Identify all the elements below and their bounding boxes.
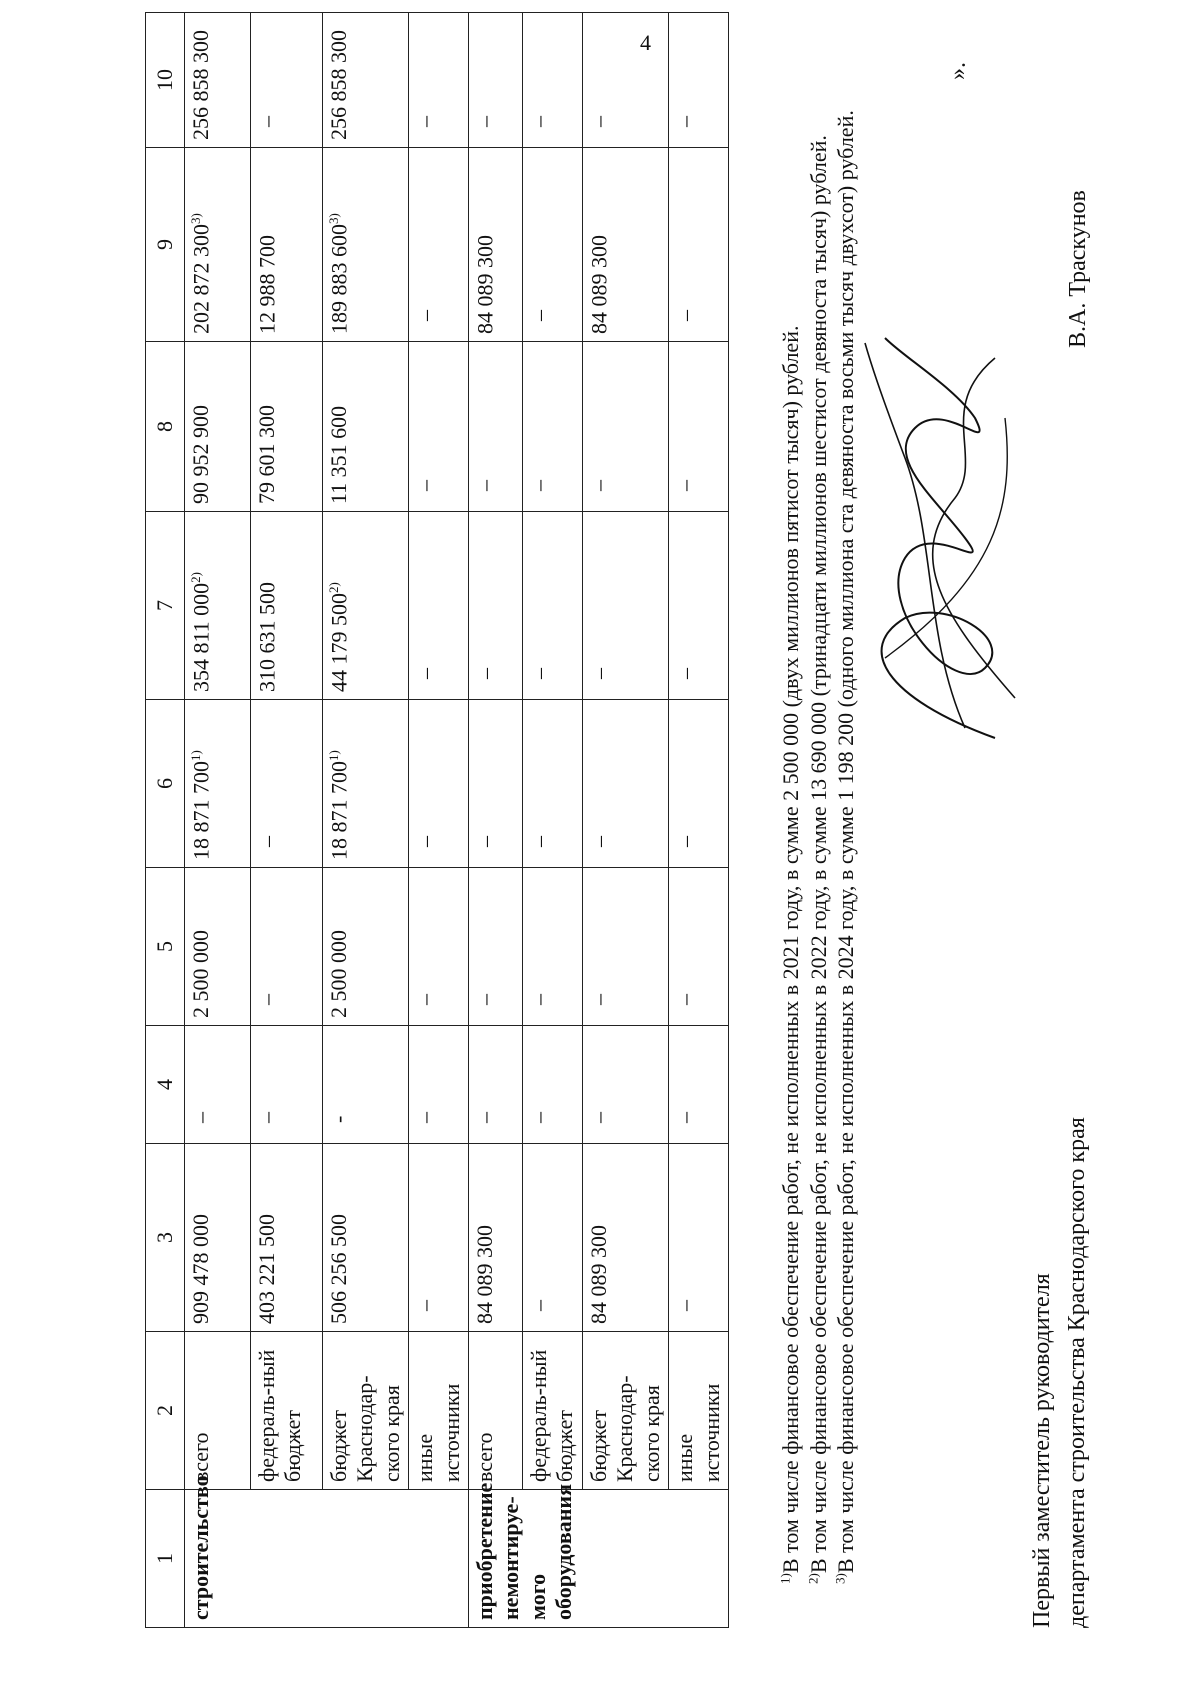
table-cell-c3: [185, 1144, 251, 1332]
footnote: [832, 13, 860, 1628]
table-row: [522, 13, 582, 1628]
table-cell-c3: [669, 1144, 729, 1332]
table-cell-c10: [409, 13, 469, 148]
expense-category: приобретение немонтируе-мого оборудования: [468, 1490, 728, 1628]
table-cell-c9: [185, 148, 251, 342]
funding-source: бюджет Краснодар-ского края: [323, 1332, 409, 1490]
column-number-header: 2: [146, 1332, 185, 1490]
table-cell-c8: [251, 342, 323, 512]
footnote-text: В том числе финансовое обеспечение работ, не исполненных в 2024 году, в сумме 1 198 200 (одного миллиона ста девяноста восьми тысяч двухсот) рублей.: [833, 110, 858, 1574]
cell-value: –: [254, 1112, 279, 1123]
cell-value: –: [525, 1112, 551, 1123]
page-number: 4: [640, 30, 651, 55]
cell-value: –: [412, 668, 438, 679]
cell-value: –: [586, 668, 612, 679]
table-row: [669, 13, 729, 1628]
table-cell-c10: [251, 13, 323, 148]
column-number-header: 4: [146, 1026, 185, 1144]
cell-value: –: [412, 1112, 438, 1123]
cell-value: –: [585, 116, 611, 127]
cell-value: –: [672, 116, 698, 127]
table-cell-c10: [669, 13, 729, 148]
cell-value: 909 478 000: [188, 1214, 213, 1324]
cell-value: –: [472, 836, 498, 847]
table-cell-c6: [409, 700, 469, 868]
table-cell-c7: [669, 512, 729, 700]
table-cell-c7: [251, 512, 323, 700]
rotated-page-content: [145, 13, 1175, 1628]
table-cell-c10: [323, 13, 409, 148]
table-cell-c9: [468, 148, 522, 342]
table-cell-c5: [323, 868, 409, 1026]
footnote-mark: 2): [805, 1573, 821, 1584]
cell-value: –: [672, 836, 698, 847]
cell-value: –: [471, 480, 497, 491]
column-number-header: 9: [146, 148, 185, 342]
funding-source: всего: [468, 1332, 522, 1490]
footnote-mark: 1): [777, 1573, 793, 1584]
cell-value: –: [672, 1112, 698, 1123]
cell-value: –: [586, 836, 612, 847]
table-cell-c6: [185, 700, 251, 868]
cell-value: 90 952 900: [188, 405, 213, 504]
table-cell-c10: [582, 13, 668, 148]
funding-source: иные источники: [409, 1332, 469, 1490]
cell-value: 2 500 000: [326, 930, 351, 1018]
table-cell-c10: [468, 13, 522, 148]
cell-value: –: [525, 994, 551, 1005]
cell-value: –: [525, 1300, 551, 1311]
cell-value: –: [526, 668, 552, 679]
table-cell-c8: [468, 342, 522, 512]
cell-value: –: [525, 480, 551, 491]
table-cell-c4: [251, 1026, 323, 1144]
table-cell-c9: [669, 148, 729, 342]
footnote-ref: 1): [326, 750, 341, 761]
closing-quote: ».: [945, 62, 971, 80]
table-cell-c4: [669, 1026, 729, 1144]
table-cell-c7: [522, 512, 582, 700]
handwritten-signature: [845, 328, 1035, 758]
table-cell-c9: [409, 148, 469, 342]
table-row: [468, 13, 522, 1628]
cell-value: –: [254, 836, 280, 847]
table-cell-c6: [251, 700, 323, 868]
cell-value: –: [472, 668, 498, 679]
cell-value: 84 089 300: [585, 1225, 611, 1324]
table-cell-c3: [409, 1144, 469, 1332]
footnote-text: В том числе финансовое обеспечение работ, не исполненных в 2022 году, в сумме 13 690 000 (тринадцати миллионов шестисот девяноста тысяч) рублей.: [805, 135, 831, 1574]
cell-value: –: [672, 1300, 698, 1311]
table-cell-c9: [522, 148, 582, 342]
footnote: [777, 13, 805, 1628]
table-cell-c3: [468, 1144, 522, 1332]
footnote-ref: 3): [188, 213, 203, 224]
signatory-position-line-2: департамента строительства Краснодарского края: [1063, 1117, 1090, 1628]
footnote-ref: 2): [326, 582, 341, 593]
table-cell-c7: [323, 512, 409, 700]
column-number-header: 5: [146, 868, 185, 1026]
table-cell-c5: [185, 868, 251, 1026]
table-cell-c8: [409, 342, 469, 512]
table-cell-c7: [409, 512, 469, 700]
table-cell-c6: [522, 700, 582, 868]
cell-value: –: [188, 1112, 213, 1123]
table-cell-c6: [582, 700, 668, 868]
table-cell-c6: [323, 700, 409, 868]
cell-value: 12 988 700: [254, 235, 280, 334]
signatory-position-line-1: Первый заместитель руководителя: [1029, 1273, 1055, 1628]
funding-source: всего: [185, 1332, 251, 1490]
cell-value: –: [526, 836, 552, 847]
footnotes: [777, 13, 860, 1628]
table-cell-c4: [582, 1026, 668, 1144]
footnote-ref: 2): [188, 571, 203, 583]
table-cell-c7: [582, 512, 668, 700]
cell-value: 2 500 000: [188, 930, 213, 1018]
cell-value: –: [672, 668, 698, 679]
cell-value: –: [471, 1112, 497, 1123]
table-cell-c7: [185, 512, 251, 700]
table-cell-c6: [468, 700, 522, 868]
expense-category: строительство: [185, 1490, 469, 1628]
cell-value: 403 221 500: [254, 1214, 279, 1324]
cell-value: 256 858 300: [188, 30, 213, 140]
table-header-row: [146, 13, 185, 1628]
cell-value: –: [412, 836, 438, 847]
table-cell-c5: [522, 868, 582, 1026]
table-cell-c4: [323, 1026, 409, 1144]
cell-value: –: [526, 310, 552, 321]
table-row: [582, 13, 668, 1628]
footnote-ref: 1): [188, 750, 203, 761]
table-cell-c4: [468, 1026, 522, 1144]
column-number-header: 10: [146, 13, 185, 148]
column-number-header: 7: [146, 512, 185, 700]
table-row: [323, 13, 409, 1628]
cell-value: –: [412, 1300, 438, 1311]
table-cell-c5: [251, 868, 323, 1026]
table-cell-c8: [323, 342, 409, 512]
table-cell-c3: [582, 1144, 668, 1332]
table-cell-c8: [582, 342, 668, 512]
table-cell-c5: [468, 868, 522, 1026]
table-cell-c3: [251, 1144, 323, 1332]
cell-value: –: [254, 116, 279, 127]
column-number-header: 3: [146, 1144, 185, 1332]
table-cell-c8: [522, 342, 582, 512]
cell-value: 202 872 300: [188, 224, 214, 334]
table-cell-c4: [522, 1026, 582, 1144]
table-cell-c5: [669, 868, 729, 1026]
table-cell-c5: [582, 868, 668, 1026]
table-row: [251, 13, 323, 1628]
cell-value: –: [525, 116, 551, 127]
cell-value: –: [254, 994, 279, 1005]
signatory-position: [1025, 1117, 1095, 1628]
cell-value: 18 871 700: [326, 761, 352, 860]
table-cell-c10: [522, 13, 582, 148]
cell-value: 84 089 300: [472, 235, 498, 334]
column-number-header: 8: [146, 342, 185, 512]
table-cell-c4: [185, 1026, 251, 1144]
table-cell-c4: [409, 1026, 469, 1144]
cell-value: 256 858 300: [326, 30, 351, 140]
table-cell-c6: [669, 700, 729, 868]
table-cell-c9: [323, 148, 409, 342]
cell-value: –: [585, 994, 611, 1005]
cell-value: –: [471, 116, 497, 127]
footnote-mark: 3): [832, 1573, 848, 1584]
cell-value: 18 871 700: [188, 761, 214, 860]
table-row: [409, 13, 469, 1628]
footnote: [805, 13, 833, 1628]
table-cell-c3: [323, 1144, 409, 1332]
table-cell-c8: [669, 342, 729, 512]
cell-value: 11 351 600: [326, 405, 351, 504]
cell-value: –: [672, 310, 698, 321]
cell-value: 84 089 300: [586, 235, 612, 334]
cell-value: –: [585, 480, 611, 491]
table-row: [185, 13, 251, 1628]
cell-value: -: [326, 1115, 351, 1123]
cell-value: –: [672, 480, 698, 491]
column-number-header: 6: [146, 700, 185, 868]
cell-value: –: [412, 480, 438, 491]
table-cell-c9: [582, 148, 668, 342]
footnote-ref: 3): [326, 213, 341, 224]
cell-value: –: [412, 310, 438, 321]
financing-table: [145, 12, 729, 1628]
cell-value: –: [412, 994, 438, 1005]
cell-value: 189 883 600: [326, 224, 352, 334]
signatory-name: В.А. Траскунов: [1065, 190, 1091, 348]
table-cell-c7: [468, 512, 522, 700]
cell-value: 506 256 500: [326, 1214, 351, 1324]
cell-value: 79 601 300: [254, 405, 279, 504]
cell-value: 44 179 500: [326, 593, 352, 692]
cell-value: –: [471, 994, 497, 1005]
cell-value: –: [412, 116, 438, 127]
table-cell-c8: [185, 342, 251, 512]
funding-source: бюджет Краснодар-ского края: [582, 1332, 668, 1490]
cell-value: –: [585, 1112, 611, 1123]
cell-value: –: [672, 994, 698, 1005]
cell-value: 84 089 300: [471, 1225, 497, 1324]
funding-source: иные источники: [669, 1332, 729, 1490]
funding-source: федераль-ный бюджет: [251, 1332, 323, 1490]
footnote-text: В том числе финансовое обеспечение работ, не исполненных в 2021 году, в сумме 2 500 000 (двух миллионов пятисот тысяч) рублей.: [778, 325, 803, 1574]
cell-value: 310 631 500: [254, 582, 280, 692]
funding-source: федераль-ный бюджет: [522, 1332, 582, 1490]
table-cell-c5: [409, 868, 469, 1026]
cell-value: 354 811 000: [188, 582, 214, 692]
table-cell-c9: [251, 148, 323, 342]
table-cell-c10: [185, 13, 251, 148]
table-cell-c3: [522, 1144, 582, 1332]
column-number-header: 1: [146, 1490, 185, 1628]
